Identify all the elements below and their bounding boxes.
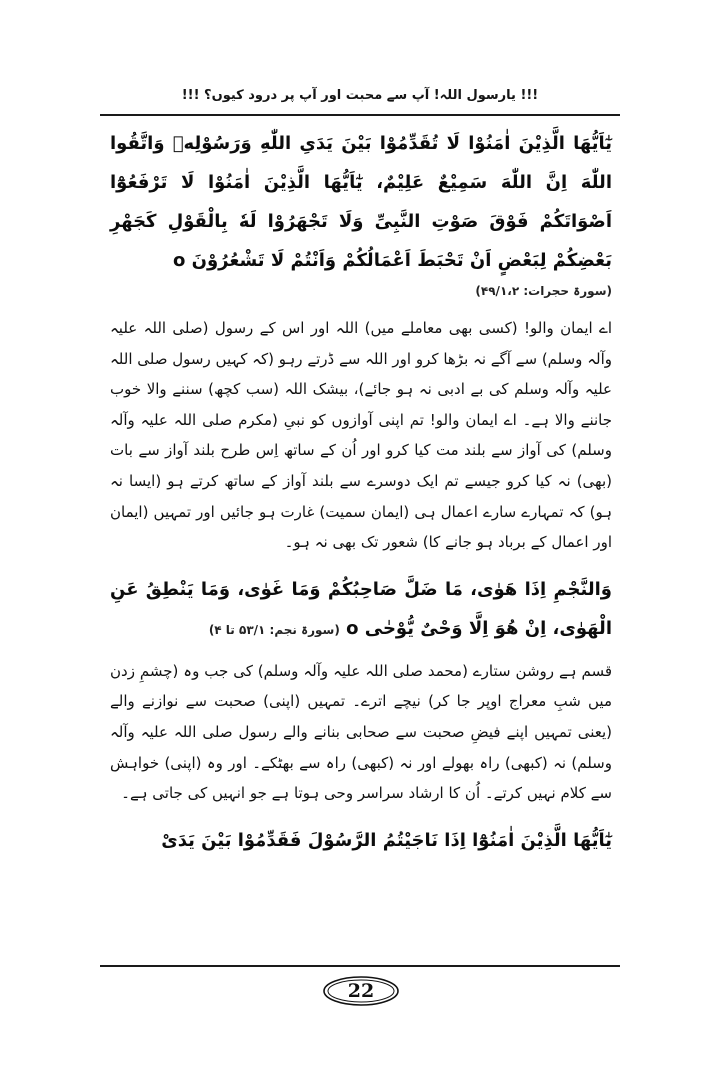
verse-reference-hujurat: (سورۃ حجرات: ۴۹/۱،۲) [475,284,612,298]
footer-rule [100,965,620,967]
quran-verse-najm [110,570,612,650]
quran-verse-mujadila: یٰٓاَیُّهَا الَّذِیْنَ اٰمَنُوْٓا اِذَا نَاجَیْتُمُ الرَّسُوْلَ فَقَدِّمُوْا بَیْنَ یَدَیْ [161,829,612,851]
page-number: 22 [347,980,375,1002]
quran-verse-hujurat-text: یٰٓاَیُّهَا الَّذِیْنَ اٰمَنُوْا لَا تُقَدِّمُوْا بَیْنَ یَدَیِ اللّٰهِ وَرَسُوْلِهٖ وَاتَّقُوا اللّٰهَ اِنَّ اللّٰهَ سَمِیْعٌ عَلِیْمٌ، یٰٓاَیُّهَا الَّذِیْنَ اٰمَنُوْا لَا تَرْفَعُوْٓا اَصْوَاتَكُمْ فَوْقَ صَوْتِ النَّبِیِّ وَلَا تَجْهَرُوْا لَهٗ بِالْقَوْلِ كَجَهْرِ بَعْضِكُمْ لِبَعْضٍ اَنْ تَحْبَطَ اَعْمَالُكُمْ وَاَنْتُمْ لَا تَشْعُرُوْنَ o [110,133,612,271]
running-header: !!! یارسول اللہ! آپ سے محبت اور آپ پر درود کیوں؟ !!! [181,88,539,103]
quran-verse-hujurat [110,124,612,280]
urdu-translation-najm: قسم ہے روشن ستارے (محمد صلی اللہ علیہ وآلہ وسلم) کی جب وہ (چشمِ زدن میں شبِ معراج اوپر جا کر) نیچے اترے۔ تمہیں (اپنی) صحبت سے نوازنے والے (یعنی تمہیں اپنے فیضِ صحبت سے صحابی بنانے والے رسول صلی اللہ علیہ وآلہ وسلم) نہ (کبھی) راہ بھولے اور نہ (کبھی) راہ سے بھٹکے۔ اور وہ (اپنی) خواہش سے کلام نہیں کرتے۔ اُن کا ارشاد سراسر وحی ہوتا ہے جو انہیں کی جاتی ہے۔ [110,661,612,803]
spacer [110,558,612,570]
quran-verse-najm-text: وَالنَّجْمِ اِذَا هَوٰی، مَا ضَلَّ صَاحِبُكُمْ وَمَا غَوٰی، وَمَا یَنْطِقُ عَنِ الْهَوٰی، اِنْ هُوَ اِلَّا وَحْیٌ یُّوْحٰی o [110,578,612,639]
verse-reference-line [110,280,612,301]
page-number-badge [321,974,401,1008]
urdu-translation-hujurat: اے ایمان والو! (کسی بھی معاملے میں) اللہ اور اس کے رسول (صلی اللہ علیہ وآلہ وسلم) سے آگے نہ بڑھا کرو اور اللہ سے ڈرتے رہو (کہ کہیں رسول صلی اللہ علیہ وآلہ وسلم کی بے ادبی نہ ہو جائے)، بیشک اللہ (سب کچھ) سننے والا خوب جاننے والا ہے۔ اے ایمان والو! تم اپنی آوازوں کو نبیِ (مکرم صلی اللہ علیہ وآلہ وسلم) کی آواز سے بلند مت کیا کرو اور اُن کے ساتھ اِس طرح بلند آواز سے بات (بھی) نہ کیا کرو جیسے تم ایک دوسرے سے بلند آواز کے ساتھ کرتے ہو (ایسا نہ ہو) کہ تمہارے سارے اعمال ہی (ایمان سمیت) غارت ہو جائیں اور تمہیں (ایمان اور اعمال کے برباد ہو جانے کا) شعور تک بھی نہ ہو۔ [110,319,612,552]
verse-reference-najm: (سورۃ نجم: ۵۳/۱ تا ۴) [208,622,340,637]
page-body [110,124,612,860]
header-rule [100,114,620,116]
spacer [110,809,612,821]
